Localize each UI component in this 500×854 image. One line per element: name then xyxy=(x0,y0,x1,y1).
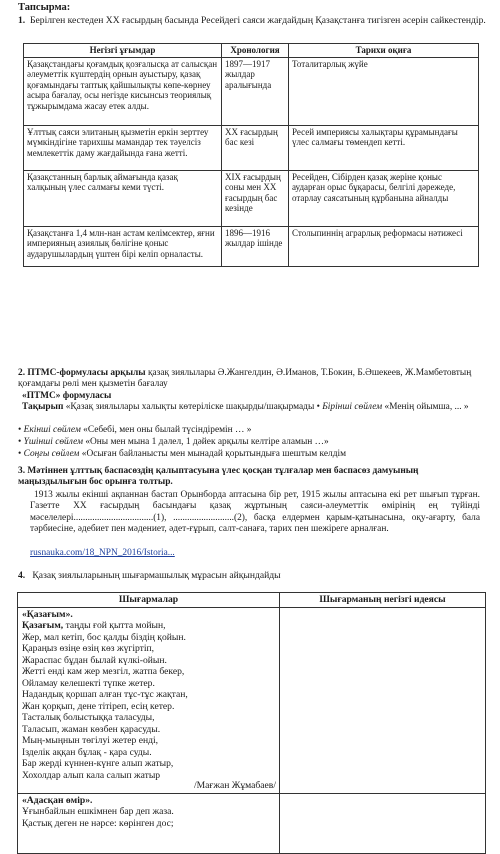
table-header: Хронология xyxy=(222,44,289,58)
idea-answer-cell[interactable] xyxy=(280,793,486,853)
task-2-title xyxy=(18,368,478,391)
table-row xyxy=(24,170,479,226)
task-4-table xyxy=(17,592,486,854)
poem-title: «Қазағым». xyxy=(22,608,73,620)
table-row xyxy=(24,57,479,125)
task-4-title-text: Қазақ зиялыларының шығармашылық мұрасын айқындайды xyxy=(32,570,281,581)
table-row xyxy=(24,226,479,266)
table-header-row xyxy=(18,593,486,608)
poem-line-text: Хохолдар алып кала салып жатыр xyxy=(22,769,161,781)
last-sentence-label: Соңғы сөйлем xyxy=(23,449,80,459)
poem-line: Ойламау келешекті түпке жетер. xyxy=(22,677,155,689)
table-header-row xyxy=(24,44,479,58)
table-row xyxy=(18,607,486,793)
task-4-title xyxy=(18,570,281,582)
task-heading: Тапсырма: xyxy=(18,2,71,13)
poem-cell xyxy=(18,793,280,853)
poem-line: Жан қорқып, дене тітіреп, есің кетер. xyxy=(22,700,175,712)
topic-label: Тақырып xyxy=(22,402,64,412)
table-cell: 1897—1917 жылдар аралығында xyxy=(222,57,289,125)
poem-title: «Адасқан өмір». xyxy=(22,794,93,806)
poem-first-word: Қазағым, xyxy=(22,620,64,632)
task-3-body: 1913 жылы екінші ақпаннан бастап Орынборда аптасына бір рет, 1915 жылы аптасына екі рет шығып тұрған. Газетте XX ғасырдың басындағы қазақ жұртының саяси-әлеуметтік өмірінің ең түйінді мәселелері..................................(1), ..........................(2), басқа елдермен қарым-қатынасына, оқу-ағарту, бала тәрбиесіне, әдебиет пен мәдениет, әдет-ғұрып, салт-санаға, тарих пен шежіреге арналған. xyxy=(30,490,480,535)
third-sentence-line: • Үшінші сөйлем «Оны мен мына 1 дәлел, 1 дәйек арқылы келтіре аламын …» xyxy=(18,437,329,447)
task-3-title-text: Мәтіннен ұлттық баспасөздің қалыптасуына үлес қосқан тұлғалар мен баспасөз дамуының маңыздылығын бос орынға толтыр. xyxy=(18,466,419,488)
source-link[interactable]: rusnauka.com/18_NPN_2016/Istoria... xyxy=(30,548,175,558)
poem-line: Жараспас бұдан былай күлкі-ойын. xyxy=(22,654,167,666)
table-row xyxy=(24,125,479,170)
third-sentence-label: Үшінші сөйлем xyxy=(23,437,83,447)
poem-line: Жер, мал кетіп, бос қалды біздің қойын. xyxy=(22,631,186,643)
poem-line: Қараңыз өзіңе өзің көз жүгіртіп, xyxy=(22,643,155,655)
poem-author: /Мағжан Жұмабаев/ xyxy=(193,780,276,792)
table-cell: Столыпиннің аграрлық реформасы нәтижесі xyxy=(289,226,479,266)
table-cell: Қазақстанға 1,4 млн-нан астам келімсектер, яғни империяның азиялық бөлігіне қоныс аударушылардың үштен бірі келіп орналасты. xyxy=(24,226,222,266)
task-1-text xyxy=(18,15,488,27)
poem-line: Ұғынбайлын ешкімнен бар деп жаза. xyxy=(22,806,174,818)
table-cell: Ресей империясы халықтары құрамындағы үлес салмағы төмендеп кетті. xyxy=(289,125,479,170)
task-number: 4. xyxy=(18,570,26,581)
topic-line: Тақырып «Қазақ зиялылары халықты көтеріліске шақырды/шақырмады • Бірінші сөйлем «Менің ойымша, ... » xyxy=(22,402,469,412)
poem-line: Жетті енді кам жер мезгіл, жатпа бекер, xyxy=(22,666,185,678)
second-sentence-label: Екінші сөйлем xyxy=(23,425,81,435)
table-cell: Тоталитарлық жүйе xyxy=(289,57,479,125)
formula-subheading: «ПТМС» формуласы xyxy=(22,391,112,401)
task-number: 2. xyxy=(18,368,26,378)
task-2-title-rest: қазақ зиялылары Ә.Жангелдин, Ә.Иманов, Т.Бокин, Б.Әшекеев, Ж.Мамбетовтың қоғамдағы рөлі мен қызметін бағалау xyxy=(18,368,472,390)
task-number: 1. xyxy=(18,15,26,26)
poem-cell xyxy=(18,607,280,793)
table-header: Тарихи оқиға xyxy=(289,44,479,58)
table-cell: Ұлттық саяси элитаның қызметін еркін зерттеу мүмкіндігіне тарихшы мамандар тек тәуелсіз мемлекеттік даму жағдайында ғана жетті. xyxy=(24,125,222,170)
last-sentence-line: • Соңғы сөйлем «Осыған байланысты мен мынадай қорытындыға шештым келдім xyxy=(18,449,347,459)
second-sentence-line: • Екінші сөйлем «Себебі, мен оны былай түсіндіремін … » xyxy=(18,425,252,435)
table-cell: XX ғасырдың бас кезі xyxy=(222,125,289,170)
task-instruction: Берілген кестеден XX ғасырдың басында Ресейдегі саяси жағдайдың Қазақстанға тигізген әсерін сайкестендір. xyxy=(30,15,486,26)
poem-line: Ізделік аққан бұлақ - қара суды. xyxy=(22,746,152,758)
table-header: Шығарманың негізгі идеясы xyxy=(280,593,486,608)
task-2-title-bold: ПТМС-формуласы арқылы xyxy=(27,368,146,378)
third-sentence-text: «Оны мен мына 1 дәлел, 1 дәйек арқылы келтіре аламын …» xyxy=(82,437,329,447)
poem-line xyxy=(22,620,276,632)
table-cell: 1896—1916 жылдар ішінде xyxy=(222,226,289,266)
poem-line: Қастық деген не нәрсе: көрінген дос; xyxy=(22,817,174,829)
first-sentence-label: Бірінші сөйлем xyxy=(322,402,383,412)
poem-line: Надандық қоршап алған тұс-тұс жақтан, xyxy=(22,689,188,701)
task-1-table xyxy=(23,43,479,267)
first-sentence-text: «Менің ойымша, ... » xyxy=(382,402,469,412)
poem-line: Мың-мыңнын төгілуі жетер енді, xyxy=(22,735,159,747)
poem-line: Бар жерді күннен-күнге алып жатыр, xyxy=(22,758,174,770)
idea-answer-cell[interactable] xyxy=(280,607,486,793)
task-3-title xyxy=(18,466,480,489)
poem-first-line-rest: таңды ғой қытта мойын, xyxy=(63,620,166,632)
table-cell: XIX ғасырдың соны мен XX ғасырдың бас кезінде xyxy=(222,170,289,226)
poem-line: Таласып, жаман көзбен қарасуды. xyxy=(22,723,161,735)
table-cell: Қазақстанның барлық аймағында қазақ халқының үлес салмағы кеми түсті. xyxy=(24,170,222,226)
page-gap xyxy=(0,282,500,362)
topic-text: «Қазақ зиялылары халықты көтеріліске шақырды/шақырмады xyxy=(63,402,315,412)
table-cell: Ресейден, Сібірден қазақ жеріне қоныс аударған орыс бұқарасы, белгілі дәрежеде, отарлау саясатының құрбанына айналды xyxy=(289,170,479,226)
poem-line: Тасталық болыстыққа таласуды, xyxy=(22,712,155,724)
second-sentence-text: «Себебі, мен оны былай түсіндіремін … » xyxy=(80,425,252,435)
table-cell: Қазақстандағы қоғамдық қозғалысқа ат салысқан әлеуметтік күштердің орнын ауыстыру, қазақ қоғамындағы таптық қайшылықты көпе-көрнеу асыра бағалау, осы негізде кисынсыз теориялық тұжырымдама жасау етек алды. xyxy=(24,57,222,125)
last-sentence-text: «Осыған байланысты мен мынадай қорытындыға шештым келдім xyxy=(79,449,347,459)
task-number: 3. xyxy=(18,466,26,476)
table-header: Шығармалар xyxy=(18,593,280,608)
table-header: Негізгі ұғымдар xyxy=(24,44,222,58)
table-row xyxy=(18,793,486,853)
